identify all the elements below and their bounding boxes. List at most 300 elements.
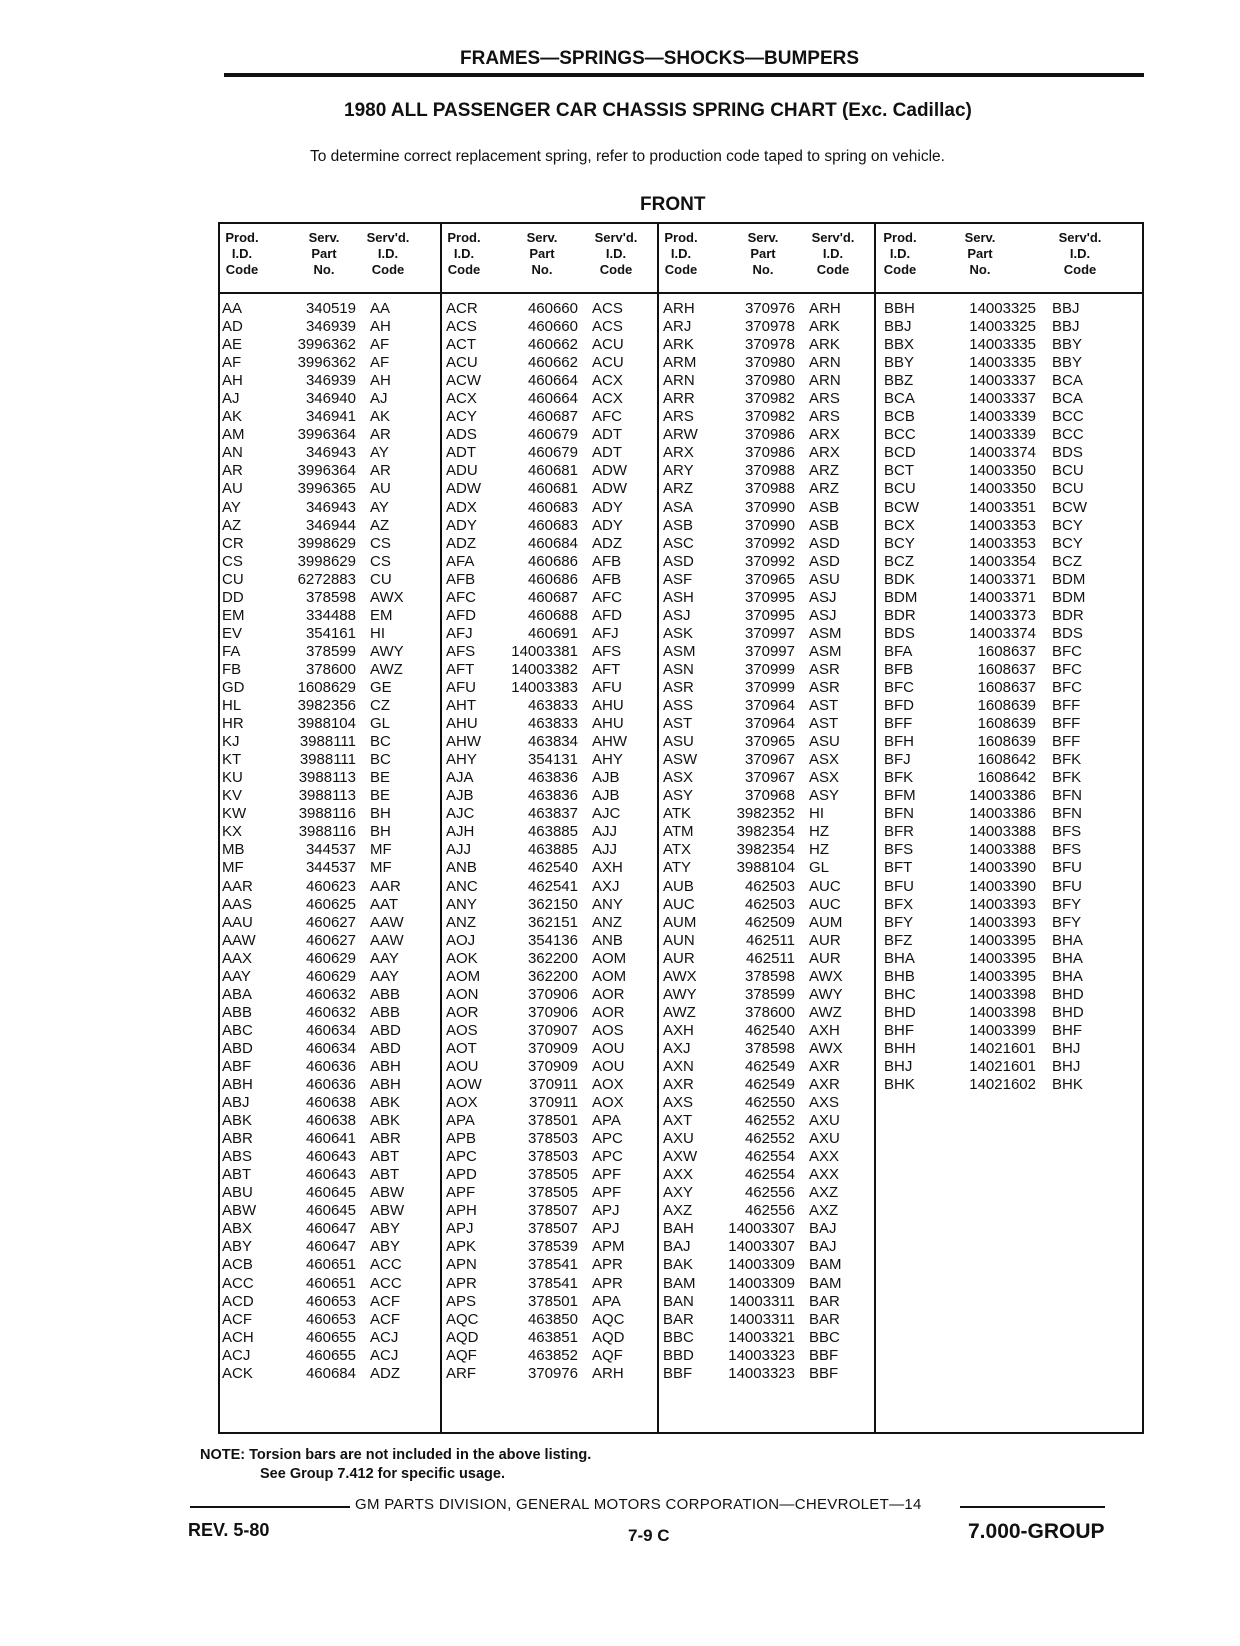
serv-part-no: 462541	[527, 877, 578, 895]
prod-id-code: AQF	[446, 1346, 477, 1364]
table-row	[874, 986, 1142, 1004]
servd-id-code: ARN	[809, 354, 841, 372]
table-row	[874, 390, 1142, 408]
servd-id-code: ACU	[592, 336, 624, 354]
serv-part-no: 378600	[744, 1003, 795, 1021]
table-row	[874, 408, 1142, 426]
note-block	[200, 1446, 591, 1484]
serv-part-no: 462549	[744, 1076, 795, 1094]
serv-part-no: 460632	[305, 1003, 356, 1021]
table-row	[220, 354, 440, 372]
prod-id-code: AUN	[663, 931, 695, 949]
servd-id-code: BDR	[1052, 606, 1084, 624]
prod-id-code: APK	[446, 1238, 477, 1256]
serv-part-no: 460687	[527, 588, 578, 606]
table-row	[657, 571, 874, 589]
prod-id-code: BAH	[663, 1220, 694, 1238]
prod-id-code: AH	[222, 372, 243, 390]
table-row	[657, 859, 874, 877]
table-row	[220, 769, 440, 787]
prod-id-code: ASY	[663, 787, 694, 805]
servd-id-code: BAM	[809, 1256, 842, 1274]
serv-part-no: 370992	[744, 534, 795, 552]
servd-id-code: ADT	[592, 444, 622, 462]
column-header-line: I.D.	[1069, 246, 1091, 261]
serv-part-no: 370976	[744, 300, 795, 317]
serv-part-no: 14003353	[969, 534, 1036, 552]
column-group-3	[657, 224, 874, 1432]
table-row	[874, 625, 1142, 643]
servd-id-code: BC	[370, 751, 391, 769]
servd-id-code: ABH	[370, 1057, 401, 1075]
servd-id-code: HZ	[809, 823, 829, 841]
column-header	[733, 230, 793, 278]
serv-part-no: 14003311	[729, 1292, 795, 1310]
servd-id-code: ARH	[809, 300, 841, 317]
servd-id-code: ASU	[809, 733, 840, 751]
servd-id-code: BDS	[1052, 444, 1083, 462]
table-row	[657, 823, 874, 841]
prod-id-code: AHU	[446, 715, 478, 733]
serv-part-no: 346944	[305, 516, 356, 534]
serv-part-no: 14003383	[511, 678, 578, 696]
servd-id-code: AWX	[809, 1039, 843, 1057]
column-header-line: I.D.	[605, 246, 627, 261]
table-row	[220, 517, 440, 535]
serv-part-no: 460681	[527, 480, 578, 498]
servd-id-code: ANZ	[592, 913, 622, 931]
table-row	[220, 462, 440, 480]
table-row	[657, 625, 874, 643]
prod-id-code: ABW	[222, 1202, 257, 1220]
serv-part-no: 1608639	[977, 715, 1036, 733]
servd-id-code: AHW	[592, 733, 627, 751]
servd-id-code: HI	[370, 624, 385, 642]
table-row	[874, 950, 1142, 968]
table-row	[220, 805, 440, 823]
column-header-line: Code	[225, 262, 259, 277]
servd-id-code: ABK	[370, 1112, 401, 1130]
column-headers	[874, 230, 1142, 288]
prod-id-code: ASR	[663, 678, 694, 696]
serv-part-no: 370997	[744, 624, 795, 642]
prod-id-code: ATY	[663, 859, 692, 877]
prod-id-code: ABJ	[222, 1094, 250, 1112]
prod-id-code: BFY	[884, 913, 914, 931]
serv-part-no: 14021601	[969, 1057, 1036, 1075]
prod-id-code: APD	[446, 1166, 477, 1184]
servd-id-code: ASJ	[809, 606, 837, 624]
column-header	[294, 230, 354, 278]
servd-id-code: AST	[809, 697, 839, 715]
servd-id-code: AAW	[370, 931, 404, 949]
serv-part-no: 462554	[744, 1148, 795, 1166]
table-row	[220, 1058, 440, 1076]
table-row	[440, 571, 657, 589]
prod-id-code: ABS	[222, 1148, 253, 1166]
serv-part-no: 370999	[744, 660, 795, 678]
table-row	[657, 1022, 874, 1040]
table-row	[220, 1076, 440, 1094]
servd-id-code: AOS	[592, 1021, 624, 1039]
serv-part-no: 14003371	[969, 570, 1036, 588]
table-row	[874, 932, 1142, 950]
servd-id-code: AF	[370, 336, 390, 354]
servd-id-code: BHJ	[1052, 1057, 1081, 1075]
serv-part-no: 460643	[305, 1148, 356, 1166]
serv-part-no: 3996362	[297, 336, 356, 354]
prod-id-code: AR	[222, 462, 243, 480]
table-row	[440, 1220, 657, 1238]
servd-id-code: AFD	[592, 606, 622, 624]
prod-id-code: AFT	[446, 660, 475, 678]
table-row	[220, 1365, 440, 1383]
table-row	[657, 787, 874, 805]
prod-id-code: ARJ	[663, 318, 692, 336]
servd-id-code: AOU	[592, 1039, 625, 1057]
column-header-line: Code	[816, 262, 850, 277]
prod-id-code: APC	[446, 1148, 477, 1166]
serv-part-no: 378505	[527, 1184, 578, 1202]
table-row	[220, 878, 440, 896]
serv-part-no: 460664	[527, 390, 578, 408]
table-row	[657, 607, 874, 625]
table-row	[657, 896, 874, 914]
servd-id-code: EM	[370, 606, 393, 624]
prod-id-code: HL	[222, 697, 242, 715]
prod-id-code: ATM	[663, 823, 694, 841]
serv-part-no: 460623	[305, 877, 356, 895]
prod-id-code: ASD	[663, 552, 694, 570]
prod-id-code: ACH	[222, 1328, 254, 1346]
serv-part-no: 370967	[744, 751, 795, 769]
column-header-line: Code	[599, 262, 633, 277]
serv-part-no: 14003386	[969, 787, 1036, 805]
prod-id-code: AJA	[446, 769, 474, 787]
prod-id-code: AY	[222, 498, 241, 516]
servd-id-code: ASX	[809, 751, 840, 769]
servd-id-code: AUC	[809, 895, 841, 913]
serv-part-no: 460647	[305, 1220, 356, 1238]
servd-id-code: APA	[592, 1112, 621, 1130]
column-header-line: Code	[883, 262, 917, 277]
servd-id-code: AJC	[592, 805, 621, 823]
table-row	[440, 354, 657, 372]
table-row	[874, 679, 1142, 697]
prod-id-code: ABX	[222, 1220, 253, 1238]
prod-id-code: ASC	[663, 534, 694, 552]
table-row	[440, 372, 657, 390]
serv-part-no: 460625	[305, 895, 356, 913]
servd-id-code: AFU	[592, 678, 622, 696]
serv-part-no: 370990	[744, 516, 795, 534]
table-row	[440, 896, 657, 914]
table-row	[220, 1347, 440, 1365]
table-row	[657, 914, 874, 932]
column-header-line: No.	[531, 262, 553, 277]
prod-id-code: BBD	[663, 1346, 694, 1364]
serv-part-no: 463885	[527, 823, 578, 841]
prod-id-code: ASF	[663, 570, 693, 588]
table-row	[220, 444, 440, 462]
servd-id-code: BH	[370, 805, 391, 823]
table-row	[657, 408, 874, 426]
serv-part-no: 370909	[527, 1039, 578, 1057]
prod-id-code: BDK	[884, 570, 915, 588]
table-row	[657, 968, 874, 986]
column-header	[212, 230, 272, 278]
chart-title: 1980 ALL PASSENGER CAR CHASSIS SPRING CHART (Exc. Cadillac)	[344, 100, 972, 121]
table-row	[220, 1256, 440, 1274]
table-row	[220, 372, 440, 390]
servd-id-code: ACX	[592, 372, 623, 390]
servd-id-code: BAJ	[809, 1220, 837, 1238]
table-row	[440, 1202, 657, 1220]
servd-id-code: APM	[592, 1238, 625, 1256]
serv-part-no: 3996362	[297, 354, 356, 372]
servd-id-code: ABY	[370, 1238, 401, 1256]
table-row	[440, 625, 657, 643]
servd-id-code: CZ	[370, 697, 390, 715]
table-row	[874, 372, 1142, 390]
servd-id-code: BFK	[1052, 751, 1082, 769]
serv-part-no: 362200	[527, 949, 578, 967]
serv-part-no: 14003307	[728, 1220, 795, 1238]
table-row	[220, 1148, 440, 1166]
table-row	[220, 787, 440, 805]
serv-part-no: 14003337	[969, 390, 1036, 408]
prod-id-code: BFZ	[884, 931, 913, 949]
serv-part-no: 370978	[744, 318, 795, 336]
prod-id-code: BHK	[884, 1076, 915, 1094]
prod-id-code: APS	[446, 1292, 477, 1310]
serv-part-no: 460683	[527, 516, 578, 534]
table-row	[440, 1022, 657, 1040]
serv-part-no: 1608639	[977, 697, 1036, 715]
table-row	[657, 1347, 874, 1365]
servd-id-code: AJJ	[592, 823, 618, 841]
table-row	[440, 950, 657, 968]
prod-id-code: BFA	[884, 642, 913, 660]
serv-part-no: 3988104	[736, 859, 795, 877]
prod-id-code: AUC	[663, 895, 695, 913]
table-row	[220, 751, 440, 769]
table-row	[657, 643, 874, 661]
prod-id-code: BCU	[884, 480, 916, 498]
prod-id-code: AHY	[446, 751, 477, 769]
table-row	[874, 589, 1142, 607]
servd-id-code: BCA	[1052, 390, 1083, 408]
prod-id-code: ACY	[446, 408, 477, 426]
servd-id-code: AXX	[809, 1148, 840, 1166]
prod-id-code: ARX	[663, 444, 694, 462]
prod-id-code: AXW	[663, 1148, 698, 1166]
serv-part-no: 462509	[744, 913, 795, 931]
prod-id-code: AXS	[663, 1094, 694, 1112]
serv-part-no: 340519	[305, 300, 356, 317]
servd-id-code: ARK	[809, 336, 840, 354]
serv-part-no: 370968	[744, 787, 795, 805]
table-row	[874, 697, 1142, 715]
serv-part-no: 3996364	[297, 426, 356, 444]
prod-id-code: ABK	[222, 1112, 253, 1130]
prod-id-code: AFD	[446, 606, 476, 624]
section-header: FRAMES—SPRINGS—SHOCKS—BUMPERS	[460, 48, 860, 69]
prod-id-code: AQC	[446, 1310, 479, 1328]
serv-part-no: 370982	[744, 390, 795, 408]
servd-id-code: BCU	[1052, 462, 1084, 480]
servd-id-code: ADZ	[592, 534, 622, 552]
column-headers	[220, 230, 440, 288]
prod-id-code: APA	[446, 1112, 475, 1130]
prod-id-code: AXZ	[663, 1202, 693, 1220]
prod-id-code: AF	[222, 354, 242, 372]
table-row	[440, 805, 657, 823]
table-row	[220, 697, 440, 715]
prod-id-code: ARK	[663, 336, 694, 354]
table-row	[657, 480, 874, 498]
table-row	[657, 1365, 874, 1383]
serv-part-no: 14003395	[969, 949, 1036, 967]
servd-id-code: ABW	[370, 1184, 405, 1202]
serv-part-no: 378598	[744, 1039, 795, 1057]
serv-part-no: 370999	[744, 678, 795, 696]
table-row	[874, 968, 1142, 986]
servd-id-code: BHA	[1052, 967, 1083, 985]
servd-id-code: BCA	[1052, 372, 1083, 390]
column-group-2	[440, 224, 657, 1432]
prod-id-code: ACK	[222, 1364, 253, 1382]
servd-id-code: ASU	[809, 570, 840, 588]
prod-id-code: AK	[222, 408, 243, 426]
serv-part-no: 370967	[744, 769, 795, 787]
table-row	[657, 733, 874, 751]
prod-id-code: BFX	[884, 895, 914, 913]
servd-id-code: AXZ	[809, 1202, 839, 1220]
serv-part-no: 14003350	[969, 480, 1036, 498]
servd-id-code: ADY	[592, 498, 623, 516]
serv-part-no: 460679	[527, 426, 578, 444]
prod-id-code: ASU	[663, 733, 694, 751]
prod-id-code: ACT	[446, 336, 476, 354]
table-row	[874, 661, 1142, 679]
table-row	[220, 589, 440, 607]
serv-part-no: 370911	[529, 1076, 578, 1094]
serv-part-no: 3982352	[736, 805, 795, 823]
prod-id-code: ACF	[222, 1310, 252, 1328]
servd-id-code: BBJ	[1052, 318, 1080, 336]
prod-id-code: ABR	[222, 1130, 253, 1148]
prod-id-code: FB	[222, 660, 242, 678]
column-header-line: Serv.	[526, 230, 558, 245]
table-row	[874, 571, 1142, 589]
prod-id-code: ARR	[663, 390, 695, 408]
prod-id-code: BBZ	[884, 372, 914, 390]
servd-id-code: BAR	[809, 1310, 840, 1328]
prod-id-code: AXR	[663, 1076, 694, 1094]
prod-id-code: ANY	[446, 895, 477, 913]
prod-id-code: BCA	[884, 390, 915, 408]
serv-part-no: 462554	[744, 1166, 795, 1184]
table-row	[657, 535, 874, 553]
serv-part-no: 460629	[305, 967, 356, 985]
prod-id-code: AJB	[446, 787, 474, 805]
prod-id-code: BFF	[884, 715, 913, 733]
table-row	[440, 932, 657, 950]
serv-part-no: 14021602	[969, 1076, 1036, 1094]
servd-id-code: AWX	[809, 967, 843, 985]
prod-id-code: ASM	[663, 642, 696, 660]
servd-id-code: ABT	[370, 1166, 400, 1184]
table-row	[220, 300, 440, 318]
prod-id-code: BCY	[884, 534, 915, 552]
table-row	[440, 408, 657, 426]
prod-id-code: ARM	[663, 354, 697, 372]
table-row	[874, 462, 1142, 480]
table-row	[657, 1184, 874, 1202]
prod-id-code: FA	[222, 642, 241, 660]
column-header-line: I.D.	[889, 246, 911, 261]
column-header-line: I.D.	[377, 246, 399, 261]
table-row	[657, 1058, 874, 1076]
serv-part-no: 14003309	[728, 1256, 795, 1274]
table-row	[657, 1293, 874, 1311]
table-row	[657, 1311, 874, 1329]
prod-id-code: BDS	[884, 624, 915, 642]
serv-part-no: 3988113	[298, 769, 356, 787]
table-row	[440, 968, 657, 986]
servd-id-code: AOU	[592, 1057, 625, 1075]
prod-id-code: AWX	[663, 967, 697, 985]
prod-id-code: KW	[222, 805, 247, 823]
table-row	[874, 553, 1142, 571]
serv-part-no: 370906	[527, 1003, 578, 1021]
serv-part-no: 14003307	[728, 1238, 795, 1256]
servd-id-code: AXS	[809, 1094, 840, 1112]
prod-id-code: HR	[222, 715, 244, 733]
serv-part-no: 370909	[527, 1057, 578, 1075]
table-row	[440, 823, 657, 841]
table-row	[440, 1004, 657, 1022]
serv-part-no: 378539	[527, 1238, 578, 1256]
servd-id-code: ABB	[370, 1003, 401, 1021]
prod-id-code: KX	[222, 823, 243, 841]
serv-part-no: 460688	[527, 606, 578, 624]
serv-part-no: 463834	[527, 733, 578, 751]
serv-part-no: 460653	[305, 1292, 356, 1310]
servd-id-code: AOR	[592, 985, 625, 1003]
table-row	[657, 300, 874, 318]
serv-part-no: 460651	[305, 1274, 356, 1292]
table-row	[220, 841, 440, 859]
servd-id-code: ACJ	[370, 1346, 399, 1364]
table-row	[440, 589, 657, 607]
prod-id-code: AFJ	[446, 624, 473, 642]
serv-part-no: 370982	[744, 408, 795, 426]
serv-part-no: 463833	[527, 715, 578, 733]
serv-part-no: 370906	[527, 985, 578, 1003]
prod-id-code: ADW	[446, 480, 481, 498]
column-header	[586, 230, 646, 278]
prod-id-code: AAR	[222, 877, 253, 895]
servd-id-code: AFT	[592, 660, 621, 678]
prod-id-code: ARF	[446, 1364, 476, 1382]
servd-id-code: CS	[370, 552, 391, 570]
servd-id-code: AHU	[592, 697, 624, 715]
servd-id-code: ARS	[809, 390, 840, 408]
serv-part-no: 460641	[305, 1130, 356, 1148]
serv-part-no: 14003323	[728, 1364, 795, 1382]
